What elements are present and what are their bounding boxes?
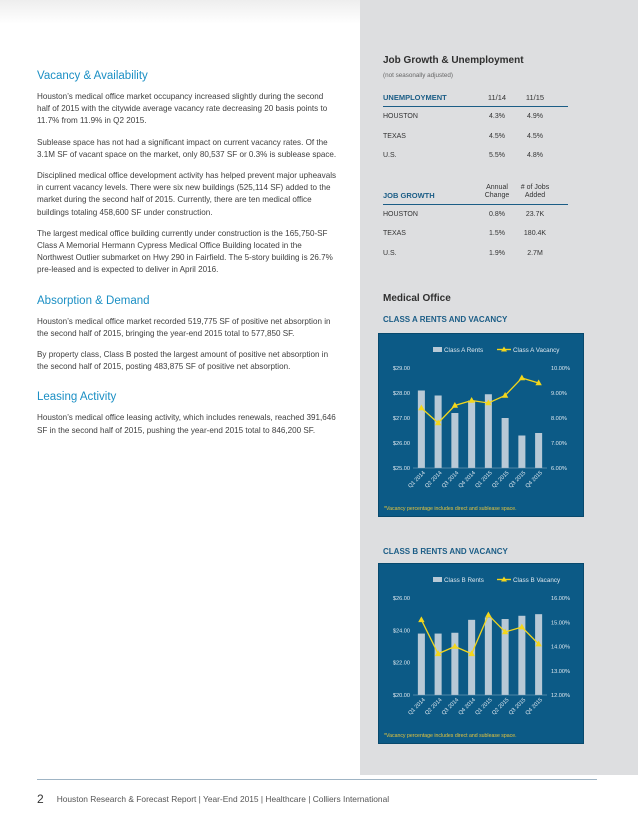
x-tick-label: Q3 2015 [507, 470, 528, 490]
table-cell: HOUSTON [383, 113, 418, 121]
job-growth-table [383, 184, 568, 264]
footer-divider [37, 779, 597, 780]
table-header [383, 184, 568, 205]
y-tick-left: $26.00 [392, 441, 410, 447]
bar [451, 633, 458, 695]
x-tick-label: Q3 2014 [440, 697, 461, 717]
chart-note: *Vacancy percentage includes direct and sublease space. [384, 506, 517, 512]
y-tick-right: 15.00% [551, 620, 570, 627]
bar [418, 391, 425, 469]
bar [502, 418, 509, 468]
footer-text: Houston Research & Forecast Report | Year-End 2015 | Healthcare | Colliers International [56, 794, 390, 804]
table-cell: 1.9% [489, 249, 505, 257]
bar [518, 436, 525, 469]
header-cell: 11/15 [525, 93, 545, 102]
x-tick-label: Q3 2015 [507, 697, 528, 717]
y-tick-right: 7.00% [551, 441, 567, 447]
table-cell: 23.7K [525, 210, 545, 218]
header-cell: JOB GROWTH [383, 190, 435, 200]
section-heading: Vacancy & Availability [37, 70, 148, 82]
bar [485, 617, 492, 695]
chart-class-b [378, 563, 584, 744]
right-column [383, 55, 583, 263]
paragraph: Houston’s medical office market recorded 519,775 SF of positive net absorption in the second half of 2015, bringing the year-end 2015 total to 577,850 SF. [37, 316, 331, 338]
bar [535, 614, 542, 695]
vacancy-point [468, 397, 474, 403]
table-cell: 4.8% [527, 152, 543, 160]
table-cell: 4.5% [527, 132, 543, 140]
section-heading: Absorption & Demand [37, 294, 150, 307]
x-tick-label: Q2 2015 [491, 697, 511, 717]
bar [468, 401, 475, 469]
section-vacancy [37, 70, 337, 277]
paragraph: Houston’s medical office market occupancy increased slightly during the second half of 2015 with the citywide average vacancy rate decreasing 20 basis points to 11.7% from 11.9% in Q2 2015. [37, 92, 328, 126]
top-strip [0, 0, 360, 24]
page-number: 2 [37, 792, 44, 806]
chart-class-a [378, 333, 584, 517]
chart-legend [433, 577, 561, 585]
medical-office-title: Medical Office [383, 293, 451, 304]
header-cell: Annual Change [484, 183, 510, 199]
table-cell: 5.5% [489, 152, 505, 160]
y-tick-left: $28.00 [392, 391, 410, 397]
y-tick-right: 13.00% [551, 668, 570, 675]
y-tick-right: 9.00% [551, 391, 567, 397]
table-row [383, 107, 568, 127]
legend-bar-swatch [433, 347, 442, 352]
y-tick-right: 16.00% [551, 596, 570, 602]
legend-label: Class B Rents [444, 577, 484, 584]
x-tick-label: Q4 2014 [457, 697, 478, 717]
y-tick-left: $22.00 [392, 660, 410, 667]
y-tick-right: 10.00% [551, 366, 570, 372]
y-tick-right: 8.00% [551, 416, 567, 422]
bar [418, 634, 425, 695]
table-cell: 1.5% [489, 230, 505, 238]
y-tick-left: $20.00 [392, 693, 410, 699]
table-row [383, 127, 568, 147]
section-heading: Leasing Activity [37, 391, 117, 404]
x-tick-label: Q2 2015 [491, 470, 511, 490]
paragraph: Disciplined medical office development activity has helped prevent major upheavals in current vacancy levels. There were six new buildings (525,114 SF) added to the market during the second half of 2015. Currently, there are ten medical office buildings totaling 458,600 SF under construction. [37, 171, 337, 217]
job-growth-subtitle: (not seasonally adjusted) [383, 72, 454, 79]
table-cell: U.S. [383, 249, 397, 257]
table-row [383, 146, 568, 166]
table-cell: 4.3% [489, 113, 505, 121]
legend-label: Class A Vacancy [513, 347, 560, 354]
table-cell: 4.5% [489, 132, 505, 140]
bar [451, 413, 458, 468]
legend-label: Class B Vacancy [513, 577, 561, 584]
x-tick-label: Q2 2014 [424, 470, 444, 490]
left-column [37, 70, 337, 446]
x-tick-label: Q3 2014 [440, 470, 461, 490]
y-tick-left: $27.00 [392, 416, 410, 422]
table-row [383, 244, 568, 264]
table-cell: 180.4K [523, 230, 547, 238]
table-cell: TEXAS [383, 230, 406, 238]
table-cell: HOUSTON [383, 210, 418, 218]
table-row [383, 205, 568, 225]
unemployment-table [383, 93, 568, 166]
y-tick-left: $25.00 [392, 466, 410, 472]
y-tick-left: $26.00 [392, 596, 410, 602]
section-absorption [37, 295, 337, 374]
vacancy-point [519, 375, 525, 381]
bar [485, 394, 492, 468]
chart-title-class-a: CLASS A RENTS AND VACANCY [383, 315, 508, 324]
bar [535, 433, 542, 468]
x-tick-label: Q1 2014 [407, 470, 427, 490]
header-cell: # of Jobs Added [520, 183, 550, 199]
x-tick-label: Q4 2014 [457, 470, 478, 490]
table-cell: 4.9% [527, 113, 543, 121]
job-growth-title: Job Growth & Unemployment [383, 55, 524, 66]
chart-title-class-b: CLASS B RENTS AND VACANCY [383, 547, 508, 556]
x-tick-label: Q4 2015 [524, 697, 545, 717]
table-row [383, 224, 568, 244]
paragraph: Houston’s medical office leasing activity, which includes renewals, reached 391,646 SF in the second half of 2015, pushing the year-end 2015 total to 846,200 SF. [37, 413, 336, 435]
paragraph: The largest medical office building currently under construction is the 165,750-SF Class A Memorial Hermann Cypress Medical Office Building located in the Northwest Outlier submarket on Hwy 290 in Fairfield. The 5-story building is 26.7% pre-leased and is expected to deliver in April 2016. [37, 228, 333, 275]
bar [435, 634, 442, 695]
chart-note: *Vacancy percentage includes direct and sublease space. [384, 733, 517, 739]
legend-label: Class A Rents [444, 347, 484, 354]
header-cell: UNEMPLOYMENT [383, 93, 447, 102]
footer [37, 792, 389, 806]
paragraph: Sublease space has not had a significant impact on current vacancy rates. Of the 3.1M SF of vacant space on the market, only 80,537 SF or 0.3% is sublease space. [37, 137, 337, 159]
legend-bar-swatch [433, 577, 442, 582]
vacancy-point [418, 616, 424, 622]
y-tick-right: 6.00% [551, 466, 567, 472]
section-leasing [37, 391, 337, 436]
table-cell: 0.8% [489, 210, 505, 218]
x-tick-label: Q4 2015 [524, 470, 545, 490]
bar [435, 396, 442, 469]
table-cell: 2.7M [527, 249, 543, 257]
x-tick-label: Q1 2015 [474, 470, 494, 490]
y-tick-left: $24.00 [392, 628, 410, 635]
chart-class-b-svg [379, 564, 583, 743]
y-tick-right: 14.00% [551, 644, 570, 651]
y-tick-right: 12.00% [551, 693, 570, 699]
table-header [383, 93, 568, 107]
y-tick-left: $29.00 [392, 366, 410, 372]
x-tick-label: Q1 2015 [474, 697, 494, 717]
x-tick-label: Q2 2014 [424, 697, 444, 717]
header-cell: 11/14 [487, 93, 507, 102]
x-tick-label: Q1 2014 [407, 697, 427, 717]
chart-class-a-svg [379, 334, 583, 516]
vacancy-point [485, 611, 491, 617]
table-cell: TEXAS [383, 132, 406, 140]
table-cell: U.S. [383, 152, 397, 160]
chart-legend [433, 347, 560, 355]
paragraph: By property class, Class B posted the largest amount of positive net absorption in the second half of 2015, posting 483,875 SF of positive net absorption. [37, 350, 329, 372]
bar [468, 620, 475, 695]
